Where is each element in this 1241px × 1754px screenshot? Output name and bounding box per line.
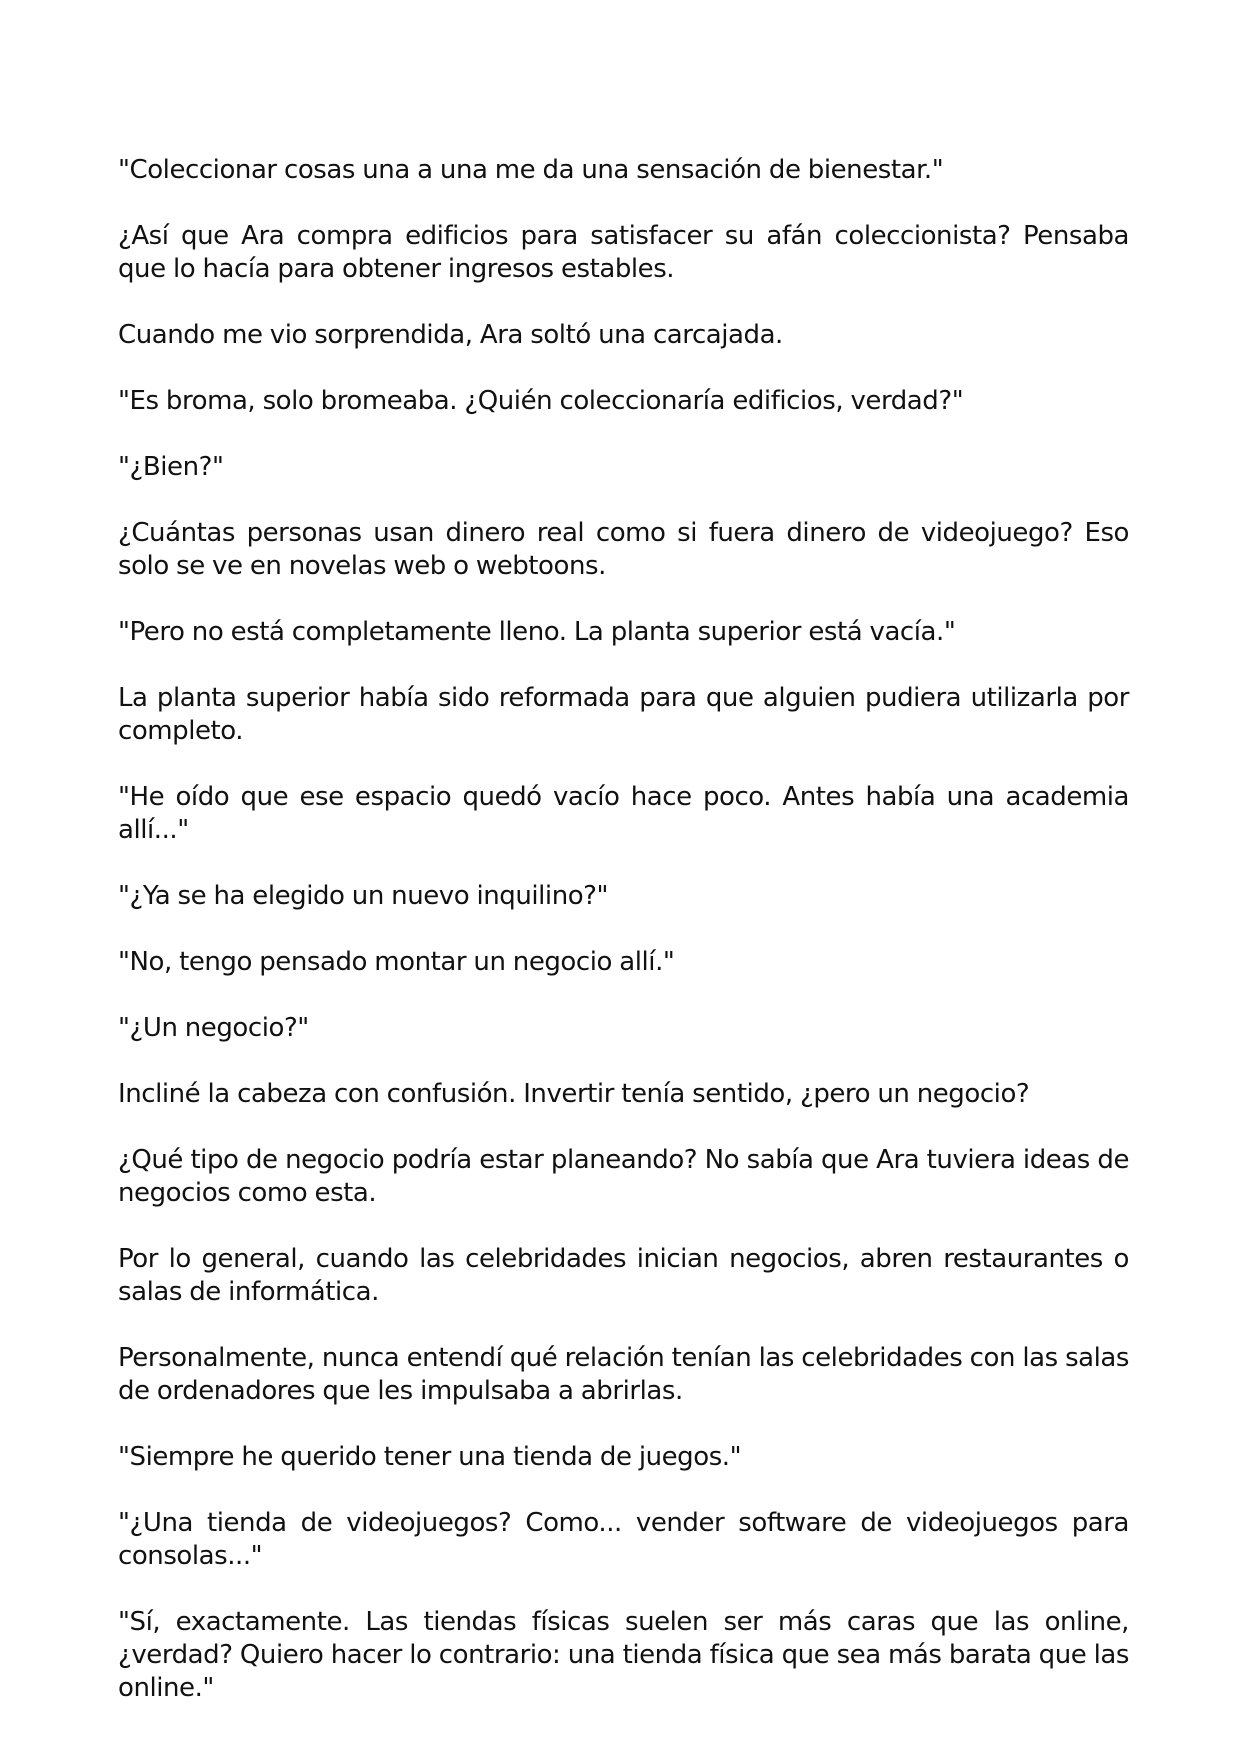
paragraph-18: "¿Una tienda de videojuegos? Como... vender software de videojuegos para consolas..." xyxy=(118,1508,1129,1571)
paragraph-4: "Es broma, solo bromeaba. ¿Quién coleccionaría edificios, verdad?" xyxy=(118,386,964,416)
paragraph-16: Personalmente, nunca entendí qué relación tenían las celebridades con las salas de ordenadores que les impulsaba a abrirlas. xyxy=(118,1343,1129,1406)
paragraph-14: ¿Qué tipo de negocio podría estar planeando? No sabía que Ara tuviera ideas de negocios como esta. xyxy=(118,1145,1129,1208)
paragraph-3: Cuando me vio sorprendida, Ara soltó una carcajada. xyxy=(118,320,783,350)
paragraph-15: Por lo general, cuando las celebridades inician negocios, abren restaurantes o salas de informática. xyxy=(118,1244,1129,1307)
paragraph-13: Incliné la cabeza con confusión. Invertir tenía sentido, ¿pero un negocio? xyxy=(118,1079,1030,1109)
paragraph-19: "Sí, exactamente. Las tiendas físicas suelen ser más caras que las online, ¿verdad? Quiero hacer lo contrario: una tienda física que sea más barata que las online." xyxy=(118,1607,1129,1703)
paragraph-1: "Coleccionar cosas una a una me da una sensación de bienestar." xyxy=(118,155,944,185)
paragraph-8: La planta superior había sido reformada para que alguien pudiera utilizarla por completo. xyxy=(118,683,1129,746)
paragraph-11: "No, tengo pensado montar un negocio allí." xyxy=(118,947,675,977)
paragraph-10: "¿Ya se ha elegido un nuevo inquilino?" xyxy=(118,881,609,911)
paragraph-12: "¿Un negocio?" xyxy=(118,1013,309,1043)
paragraph-2: ¿Así que Ara compra edificios para satisfacer su afán coleccionista? Pensaba que lo hacía para obtener ingresos estables. xyxy=(118,221,1129,284)
paragraph-5: "¿Bien?" xyxy=(118,452,224,482)
body-text xyxy=(118,154,1129,1738)
paragraph-7: "Pero no está completamente lleno. La planta superior está vacía." xyxy=(118,617,956,647)
paragraph-17: "Siempre he querido tener una tienda de juegos." xyxy=(118,1442,742,1472)
paragraph-9: "He oído que ese espacio quedó vacío hace poco. Antes había una academia allí..." xyxy=(118,782,1129,845)
paragraph-6: ¿Cuántas personas usan dinero real como si fuera dinero de videojuego? Eso solo se ve en novelas web o webtoons. xyxy=(118,518,1129,581)
